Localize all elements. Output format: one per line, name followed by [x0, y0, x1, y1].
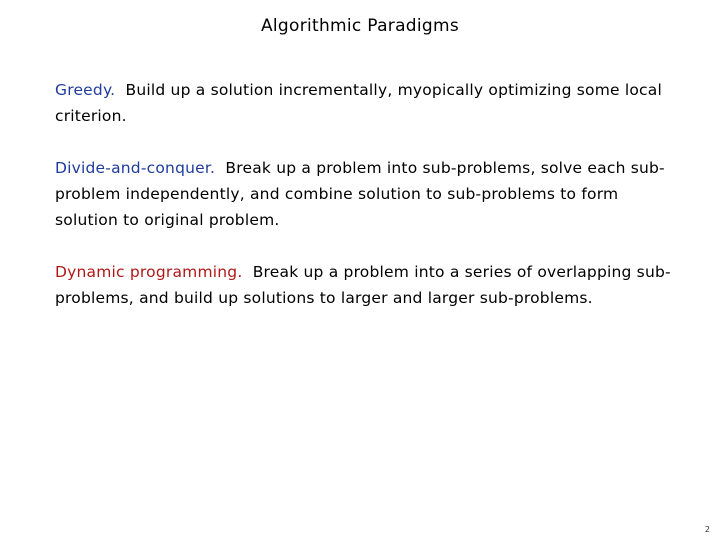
- paradigm-term-divide-and-conquer: Divide-and-conquer.: [55, 159, 216, 177]
- paradigm-description-greedy: Build up a solution incrementally, myopically optimizing some local criterion.: [55, 81, 662, 125]
- paradigm-description-divide-and-conquer: Break up a problem into sub-problems, solve each sub-problem independently, and combine solution to sub-problems to form solution to original problem.: [55, 159, 665, 229]
- paradigm-term-dynamic-programming: Dynamic programming.: [55, 263, 243, 281]
- page-number: 2: [704, 525, 710, 534]
- paradigm-greedy: [55, 77, 675, 129]
- paradigm-dynamic-programming: [55, 259, 675, 311]
- paradigm-description-dynamic-programming: Break up a problem into a series of overlapping sub-problems, and build up solutions to larger and larger sub-problems.: [55, 263, 671, 307]
- slide-title: Algorithmic Paradigms: [260, 16, 460, 36]
- paradigm-term-greedy: Greedy.: [55, 81, 116, 99]
- paradigm-divide-and-conquer: [55, 155, 675, 233]
